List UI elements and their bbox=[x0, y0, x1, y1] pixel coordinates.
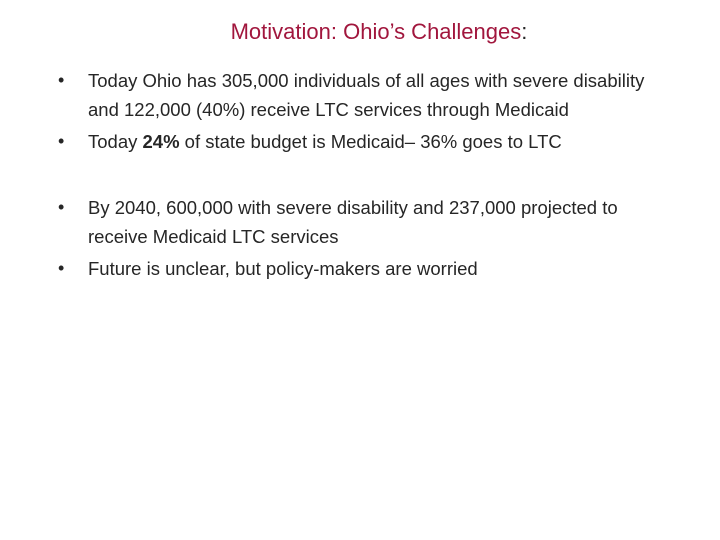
bullet-text: Today Ohio has 305,000 individuals of all ages with severe disability and 122,000 (40%) receive LTC services through Medicaid bbox=[88, 70, 645, 120]
bullet-icon: • bbox=[58, 197, 65, 217]
bullet-text-bold: 24% bbox=[142, 131, 180, 152]
bullet-text: Future is unclear, but policy-makers are worried bbox=[88, 258, 478, 279]
slide-title-colon: : bbox=[521, 19, 528, 44]
bullet-text-prefix: Today bbox=[88, 131, 143, 152]
bullet-item bbox=[58, 193, 678, 251]
bullet-icon: • bbox=[58, 70, 65, 90]
bullet-item bbox=[58, 127, 678, 156]
slide-title bbox=[0, 17, 720, 47]
bullet-text-suffix: of state budget is Medicaid– 36% goes to LTC bbox=[179, 131, 562, 152]
bullet-text: By 2040, 600,000 with severe disability and 237,000 projected to receive Medicaid LTC services bbox=[88, 197, 618, 247]
bullet-list bbox=[58, 66, 678, 286]
slide-title-text: Motivation: Ohio’s Challenges bbox=[230, 19, 522, 44]
bullet-item bbox=[58, 254, 678, 283]
bullet-icon: • bbox=[58, 258, 65, 278]
bullet-icon: • bbox=[58, 131, 65, 151]
bullet-item bbox=[58, 66, 678, 124]
